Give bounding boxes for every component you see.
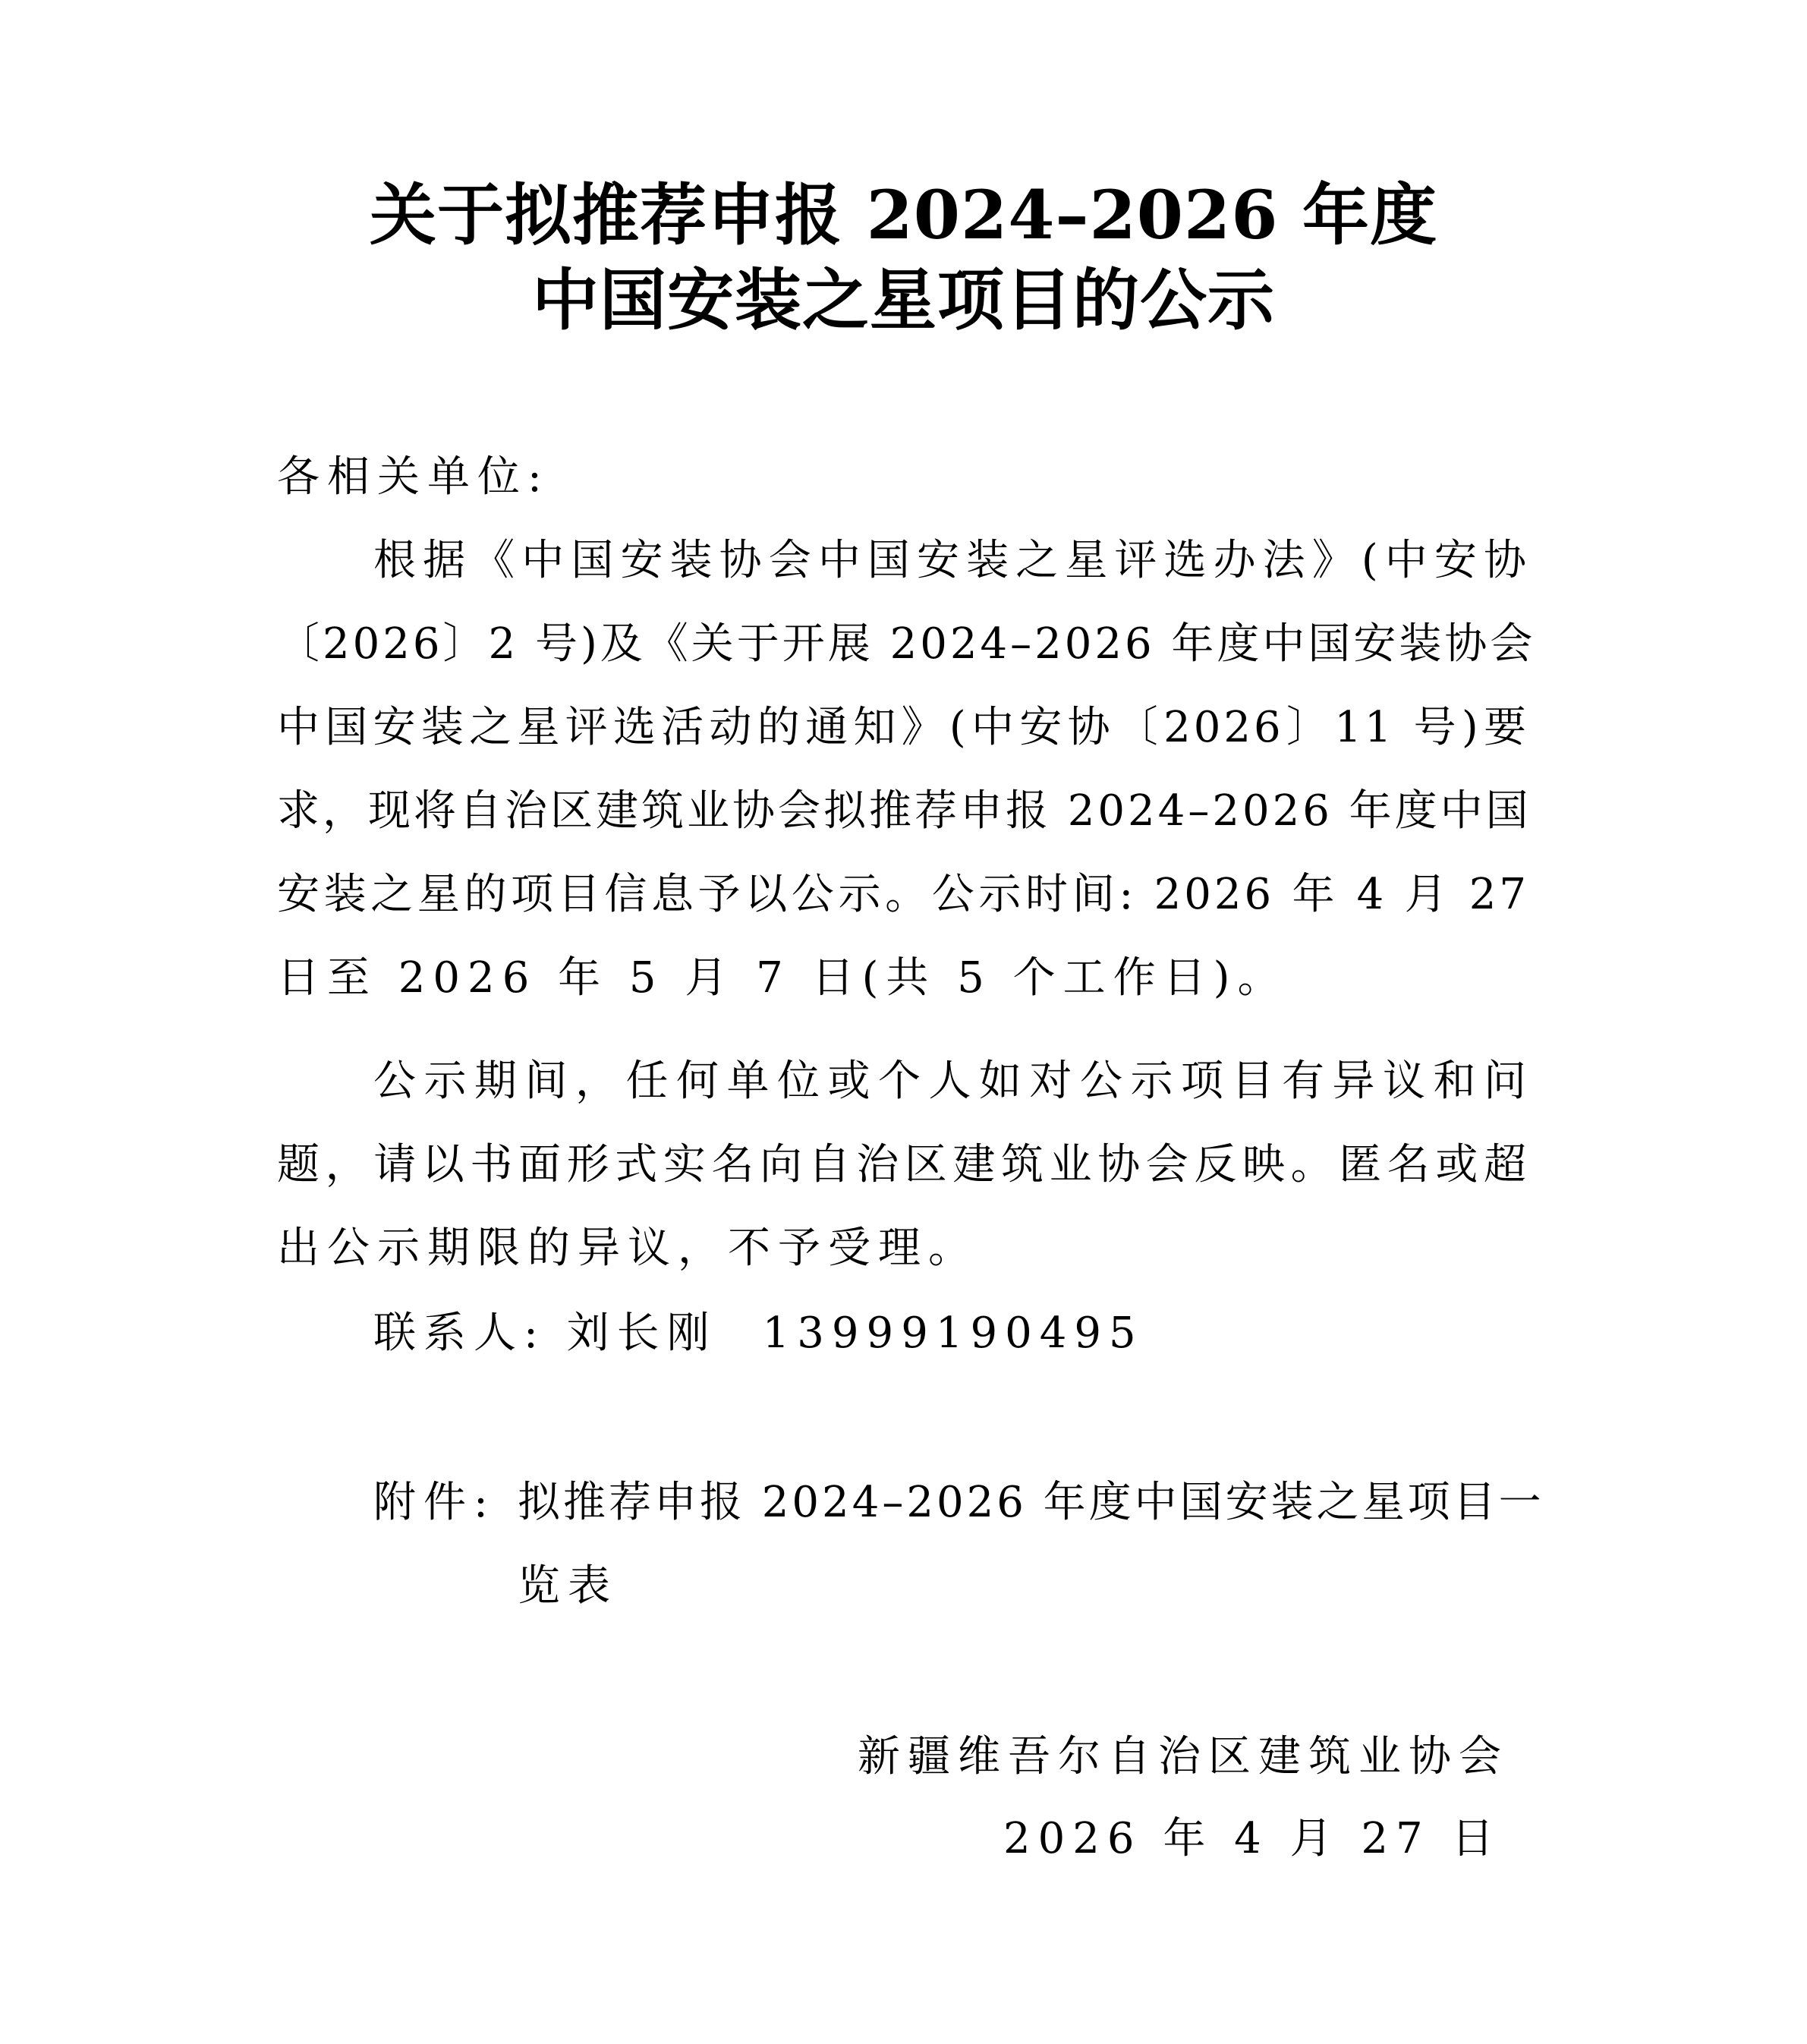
attachment [373,1461,1544,1628]
paragraph-1-line-4: 求，现将自治区建筑业协会拟推荐申报 2024–2026 年度中国 [277,786,1532,836]
paragraph-1-line-6: 日至 2026 年 5 月 7 日(共 5 个工作日)。 [277,953,1288,1003]
attachment-text [518,1461,1544,1628]
signature-organization: 新疆维吾尔自治区建筑业协会 [858,1732,1509,1781]
document-title-line-2: 中国安装之星项目的公示 [531,260,1275,339]
paragraph-1-line-1: 根据《中国安装协会中国安装之星评选办法》(中安协 [373,536,1529,585]
paragraph-2-line-3: 出公示期限的异议，不予受理。 [277,1224,978,1273]
paragraph-2-line-2: 题，请以书面形式实名向自治区建筑业协会反映。匿名或超 [277,1140,1529,1189]
attachment-line-2: 览表 [518,1561,618,1611]
contact-label: 联系人: 刘长刚 [373,1309,717,1358]
contact-line [373,1292,1144,1375]
signature-date: 2026 年 4 月 27 日 [1003,1814,1502,1863]
paragraph-1-line-5: 安装之星的项目信息予以公示。公示时间: 2026 年 4 月 27 [277,870,1529,919]
paragraph-2-line-1: 公示期间，任何单位或个人如对公示项目有异议和问 [373,1057,1529,1106]
paragraph-1-line-3: 中国安装之星评选活动的通知》(中安协〔2026〕11 号)要 [277,703,1529,752]
attachment-label: 附件: [373,1478,496,1527]
salutation: 各相关单位: [277,452,549,502]
paragraph-1-line-2: 〔2026〕2 号)及《关于开展 2024–2026 年度中国安装协会 [277,619,1536,669]
document-title-line-1: 关于拟推荐申报 2024–2026 年度 [369,175,1438,254]
attachment-line-1: 拟推荐申报 2024–2026 年度中国安装之星项目一 [518,1478,1544,1527]
contact-phone: 13999190495 [762,1309,1144,1358]
